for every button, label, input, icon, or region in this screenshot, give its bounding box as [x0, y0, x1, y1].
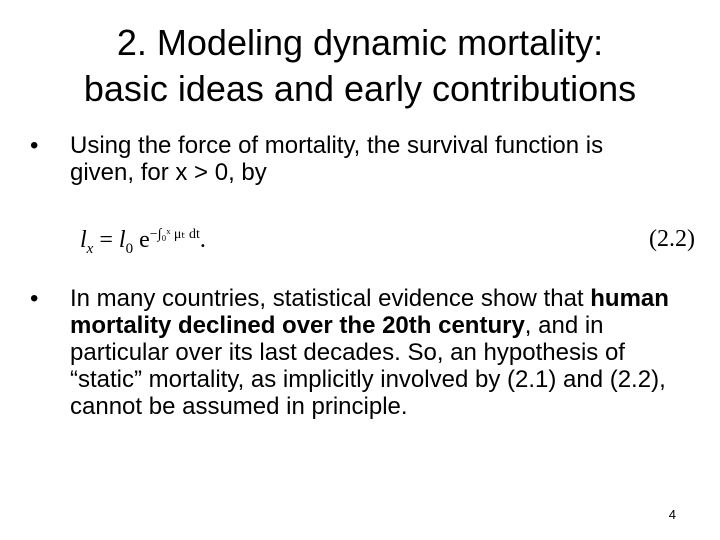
bullet-text-bold: human mortality declined over the 20th century — [70, 285, 669, 339]
bullet-item-survival-function — [30, 132, 670, 186]
slide-title — [0, 20, 720, 112]
equals-sign: = — [99, 227, 113, 253]
lhs-subscript: x — [86, 240, 94, 257]
page-number: 4 — [668, 507, 676, 522]
exponent-integral: −∫₀ˣ μₜ dt — [149, 227, 200, 242]
exponential-base: e — [139, 227, 150, 253]
bullet-text-part-2: , and in particular over its last decades. So, an hypothesis of “static” mortality, as implicitly involved by (2.1) and (2.2), cannot be assumed in principle. — [70, 312, 666, 420]
equation-body — [80, 226, 206, 258]
equation-terminator: . — [199, 227, 206, 253]
bullet-item-mortality-decline — [30, 285, 670, 420]
equation-number: (2.2) — [649, 226, 695, 252]
bullet-text — [70, 285, 670, 420]
lhs-variable: l — [80, 227, 87, 253]
rhs-variable: l — [118, 227, 126, 253]
bullet-glyph: • — [30, 132, 39, 159]
bullet-glyph: • — [30, 285, 39, 312]
slide-title-line-2: basic ideas and early contributions — [83, 68, 637, 109]
bullet-text: Using the force of mortality, the survival function is given, for x > 0, by — [70, 132, 604, 186]
slide-title-line-1: 2. Modeling dynamic mortality: — [116, 22, 604, 63]
rhs-subscript: 0 — [125, 240, 134, 257]
equation-2-2 — [80, 218, 695, 262]
bullet-text-part-1: In many countries, statistical evidence show that — [70, 285, 591, 312]
